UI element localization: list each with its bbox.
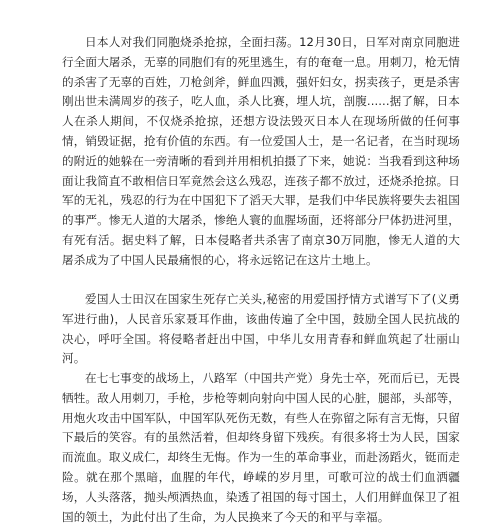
paragraph-march-of-volunteers: 爱国人士田汉在国家生死存亡关头,秘密的用爱国抒情方式谱写下了(义勇军进行曲)，人民音乐家聂耳作曲，该曲传遍了全中国，鼓励全国人民抗战的决心，呼吁全国。将侵略者赶出中国，中华儿女用青春和鲜血筑起了壮丽山河。 <box>62 292 460 366</box>
paragraph-battlefield-sacrifice: 在七七事变的战场上，八路军（中国共产党）身先士卒，死而后已，无畏牺牲。敌人用刺刀，手枪，步枪等刺向射向中国人民的心脏，腿部，头部等，用炮火攻击中国军队，中国军队死伤无数，有些人在弥留之际有言无悔，只留下最后的笑容。有的虽然活着，但却终身留下残疾。有很多将士为人民，国家而流血。取义成仁，却终生无悔。作为一生的革命事业，而赴汤蹈火，铤而走险。就在那个黑暗，血腥的年代，峥嵘的岁月里，可歌可泣的战士们血洒疆场，人头落落，抛头颅洒热血，染透了祖国的每寸国土，人们用鲜血保卫了祖国的领土，为此付出了生命，为人民换来了今天的和平与幸福。 <box>62 371 460 524</box>
paragraph-nanjing-massacre: 日本人对我们同胞烧杀抢掠，全面扫荡。12月30日，日军对南京同胞进行全面大屠杀，无辜的同胞们有的死里逃生，有的奄奄一息。用刺刀，枪无情的杀害了无辜的百姓，刀枪剑斧，鲜血四溅，强奸妇女，拐卖孩子，更是杀害刚出世未满周岁的孩子，吃人血，杀人比赛，埋人坑，剖腹......据了解，日本人在杀人期间，不仅烧杀抢掠，还想方设法毁灭日本人在现场所做的任何事情，销毁证据，抢有价值的东西。有一位爱国人士，是一名记者，在当时现场的附近的她躲在一旁清晰的看到并用相机拍摄了下来，她说：当我看到这种场面让我简直不敢相信日军竟然会这么残忍，连孩子都不放过，还烧杀抢掠。日军的无礼，残忍的行为在中国犯下了滔天大罪，是我们中华民族将要失去祖国的事严。惨无人道的大屠杀，惨绝人寰的血腥场面，还将部分尸体扔进河里，有死有活。据史料了解，日本侵略者共杀害了南京30万同胞，惨无人道的大屠杀成为了中国人民最痛恨的心，将永远铭记在这片土地上。 <box>62 35 460 267</box>
